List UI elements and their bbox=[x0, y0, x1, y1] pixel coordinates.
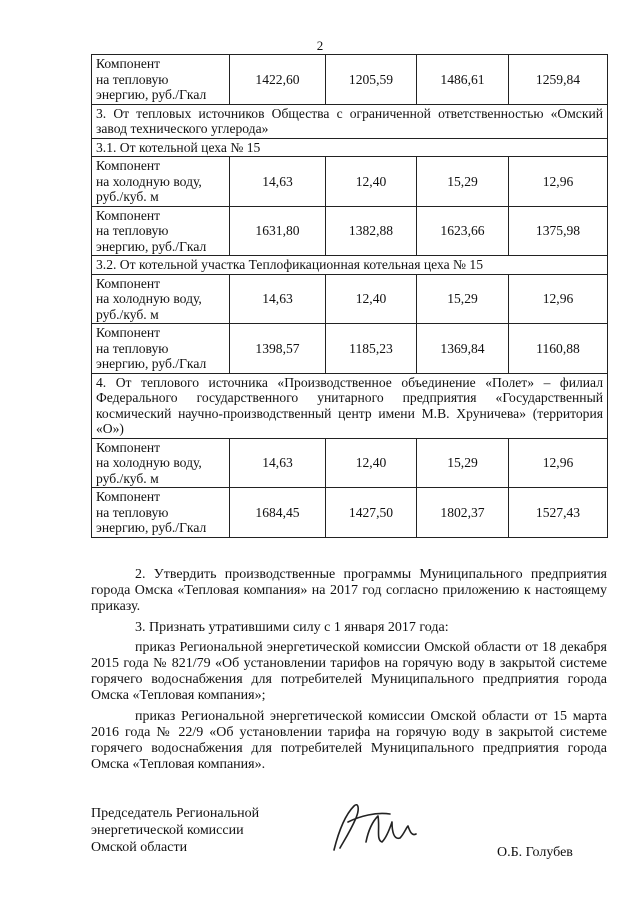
tariff-value: 1527,43 bbox=[509, 488, 608, 538]
subsection-heading: 3.2. От котельной участка Теплофикационная котельная цеха № 15 bbox=[92, 256, 608, 275]
tariff-value: 14,63 bbox=[230, 438, 326, 488]
label-line: Компонент bbox=[96, 439, 161, 455]
label-line: Компонент bbox=[96, 207, 161, 223]
label-line: на холодную воду, bbox=[96, 291, 202, 306]
table-row bbox=[92, 157, 608, 207]
label-line: на тепловую bbox=[96, 223, 169, 238]
tariff-value: 1623,66 bbox=[417, 206, 509, 256]
tariff-value: 1185,23 bbox=[326, 324, 417, 374]
component-label bbox=[92, 488, 230, 538]
table-row bbox=[92, 104, 608, 138]
tariff-value: 12,96 bbox=[509, 157, 608, 207]
tariff-value: 1375,98 bbox=[509, 206, 608, 256]
label-line: на холодную воду, bbox=[96, 173, 202, 189]
position-line: Омской области bbox=[91, 840, 188, 855]
tariff-value: 1486,61 bbox=[417, 55, 509, 105]
label-line: энергию, руб./Гкал bbox=[96, 356, 207, 371]
paragraph: приказ Региональной энергетической комиссии Омской области от 15 марта 2016 года № 22/9 «Об установлении тарифа на горячую воду в закрытой системе горячего водоснабжения для потребителей Муниципального предприятия города Омска «Тепловая компания». bbox=[91, 708, 607, 773]
label-line: энергию, руб./Гкал bbox=[96, 238, 207, 254]
label-line: руб./куб. м bbox=[96, 189, 159, 204]
tariff-value: 15,29 bbox=[417, 438, 509, 488]
position-line: энергетической комиссии bbox=[91, 823, 244, 838]
component-label bbox=[92, 206, 230, 256]
tariff-value: 14,63 bbox=[230, 274, 326, 324]
label-line: руб./куб. м bbox=[96, 306, 159, 322]
tariff-value: 12,96 bbox=[509, 274, 608, 324]
table-row bbox=[92, 206, 608, 256]
paragraph: приказ Региональной энергетической комиссии Омской области от 18 декабря 2015 года № 821/79 «Об установлении тарифов на горячую воду в закрытой системе горячего водоснабжения для потребителей Муниципального предприятия города Омска «Тепловая компания»; bbox=[91, 639, 607, 704]
tariff-value: 15,29 bbox=[417, 274, 509, 324]
component-label bbox=[92, 438, 230, 488]
tariff-value: 1631,80 bbox=[230, 206, 326, 256]
tariff-value: 12,40 bbox=[326, 274, 417, 324]
table-row bbox=[92, 438, 608, 488]
tariff-value: 15,29 bbox=[417, 157, 509, 207]
table-row bbox=[92, 373, 608, 438]
label-line: на тепловую bbox=[96, 340, 169, 356]
page-number: 2 bbox=[316, 38, 324, 53]
tariff-value: 1398,57 bbox=[230, 324, 326, 374]
position-line: Председатель Региональной bbox=[91, 806, 260, 821]
section-heading: 4. От теплового источника «Производственное объединение «Полет» – филиал Федерального государственного унитарного предприятия «Государственный космический научно-производственный центр имени М.В. Хруничева» (территория «О») bbox=[92, 373, 608, 438]
table-row bbox=[92, 256, 608, 275]
table-row bbox=[92, 274, 608, 324]
component-label bbox=[92, 324, 230, 374]
tariff-value: 1160,88 bbox=[509, 324, 608, 374]
label-line: энергию, руб./Гкал bbox=[96, 520, 207, 535]
order-text bbox=[91, 567, 607, 777]
tariff-table bbox=[91, 54, 608, 538]
tariff-value: 1684,45 bbox=[230, 488, 326, 538]
tariff-value: 1205,59 bbox=[326, 55, 417, 105]
label-line: Компонент bbox=[96, 275, 161, 291]
tariff-value: 1427,50 bbox=[326, 488, 417, 538]
tariff-value: 12,96 bbox=[509, 438, 608, 488]
tariff-value: 1369,84 bbox=[417, 324, 509, 374]
label-line: на тепловую bbox=[96, 71, 169, 87]
subsection-heading: 3.1. От котельной цеха № 15 bbox=[92, 138, 608, 157]
label-line: Компонент bbox=[96, 325, 161, 340]
handwritten-signature bbox=[320, 798, 430, 858]
table-row bbox=[92, 138, 608, 157]
component-label bbox=[92, 157, 230, 207]
tariff-value: 1802,37 bbox=[417, 488, 509, 538]
tariff-value: 12,40 bbox=[326, 438, 417, 488]
label-line: руб./куб. м bbox=[96, 470, 159, 486]
label-line: на холодную воду, bbox=[96, 455, 202, 470]
component-label bbox=[92, 274, 230, 324]
table-row bbox=[92, 55, 608, 105]
tariff-value: 1382,88 bbox=[326, 206, 417, 256]
label-line: Компонент bbox=[96, 489, 161, 504]
tariff-value: 1259,84 bbox=[509, 55, 608, 105]
label-line: на тепловую bbox=[96, 504, 169, 520]
tariff-value: 1422,60 bbox=[230, 55, 326, 105]
paragraph: 3. Признать утратившими силу с 1 января 2017 года: bbox=[135, 619, 449, 635]
component-label bbox=[92, 55, 230, 105]
table-row bbox=[92, 324, 608, 374]
label-line: энергию, руб./Гкал bbox=[96, 87, 207, 102]
signatory-name: О.Б. Голубев bbox=[497, 845, 573, 860]
label-line: Компонент bbox=[96, 56, 161, 71]
tariff-value: 14,63 bbox=[230, 157, 326, 207]
tariff-value: 12,40 bbox=[326, 157, 417, 207]
label-line: Компонент bbox=[96, 158, 161, 173]
paragraph: 2. Утвердить производственные программы Муниципального предприятия города Омска «Тепловая компания» на 2017 год согласно приложению к настоящему приказу. bbox=[91, 567, 607, 615]
section-heading: 3. От тепловых источников Общества с ограниченной ответственностью «Омский завод технического углерода» bbox=[92, 104, 608, 138]
table-row bbox=[92, 488, 608, 538]
signatory-position bbox=[91, 805, 259, 856]
